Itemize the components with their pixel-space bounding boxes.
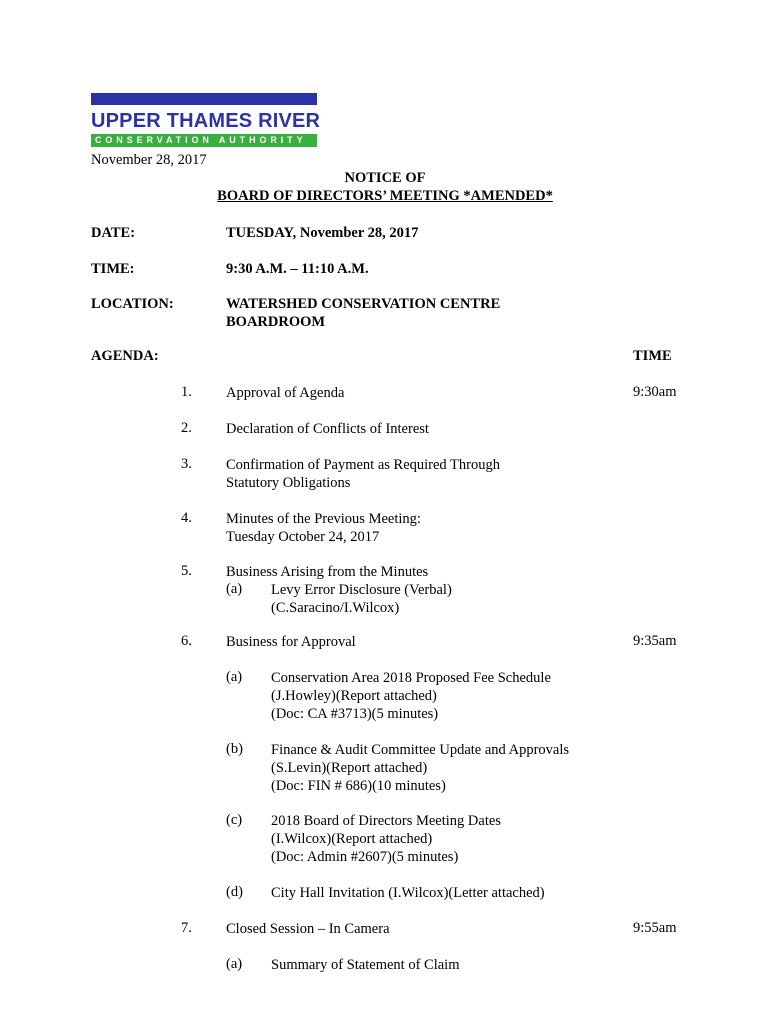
notice-title: NOTICE OF xyxy=(344,170,426,186)
agenda-subitem-line: (C.Saracino/I.Wilcox) xyxy=(271,600,400,616)
agenda-subitem-line: (S.Levin)(Report attached) xyxy=(271,760,428,776)
agenda-subitem-text xyxy=(271,956,459,974)
agenda-item-line: Declaration of Conflicts of Interest xyxy=(226,421,429,437)
agenda-subitem-letter: (a) xyxy=(226,956,243,972)
agenda-item-line: Minutes of the Previous Meeting: xyxy=(226,511,421,527)
agenda-subitem-line: (I.Wilcox)(Report attached) xyxy=(271,831,433,847)
agenda-item-line: Approval of Agenda xyxy=(226,385,345,401)
agenda-subitem-text xyxy=(271,581,452,617)
agenda-item-number: 4. xyxy=(181,510,192,526)
agenda-subitem-line: Finance & Audit Committee Update and Approvals xyxy=(271,742,570,758)
agenda-subitem-line: Summary of Statement of Claim xyxy=(271,957,460,973)
agenda-item-text xyxy=(226,563,428,581)
agenda-subitem-letter: (a) xyxy=(226,581,243,597)
logo-top-bar xyxy=(91,93,317,105)
agenda-subitem-text xyxy=(271,812,501,866)
agenda-subitem-letter: (d) xyxy=(226,884,243,900)
agenda-item-number: 6. xyxy=(181,633,192,649)
agenda-item-time: 9:30am xyxy=(633,384,677,400)
logo-name: UPPER THAMES RIVER xyxy=(91,110,321,132)
agenda-subitem-line: Levy Error Disclosure (Verbal) xyxy=(271,582,452,598)
agenda-subitem-line: (J.Howley)(Report attached) xyxy=(271,688,437,704)
location-value-line2: BOARDROOM xyxy=(226,314,326,330)
agenda-item-text xyxy=(226,384,344,402)
agenda-subitem-line: City Hall Invitation (I.Wilcox)(Letter attached) xyxy=(271,885,545,901)
time-label: TIME: xyxy=(91,261,135,277)
agenda-item-number: 7. xyxy=(181,920,192,936)
agenda-subitem-line: Conservation Area 2018 Proposed Fee Schedule xyxy=(271,670,551,686)
agenda-time-header: TIME xyxy=(633,348,672,364)
logo-tagline: CONSERVATION AUTHORITY xyxy=(91,134,317,147)
agenda-subitem-line: (Doc: Admin #2607)(5 minutes) xyxy=(271,849,459,865)
agenda-label: AGENDA: xyxy=(91,348,159,364)
agenda-item-text xyxy=(226,510,421,546)
agenda-subitem-text xyxy=(271,669,551,723)
agenda-subitem-line: (Doc: CA #3713)(5 minutes) xyxy=(271,706,439,722)
agenda-subitem-line: (Doc: FIN # 686)(10 minutes) xyxy=(271,778,446,794)
date-value: TUESDAY, November 28, 2017 xyxy=(226,225,419,241)
agenda-subitem-text xyxy=(271,741,569,795)
agenda-item-time: 9:55am xyxy=(633,920,677,936)
agenda-item-line: Business for Approval xyxy=(226,634,356,650)
location-value-line1: WATERSHED CONSERVATION CENTRE xyxy=(226,296,501,312)
agenda-subitem-letter: (c) xyxy=(226,812,243,828)
agenda-subitem-letter: (b) xyxy=(226,741,243,757)
agenda-item-line: Confirmation of Payment as Required Through xyxy=(226,457,500,473)
agenda-item-text xyxy=(226,633,356,651)
agenda-subitem-text xyxy=(271,884,545,902)
agenda-item-number: 3. xyxy=(181,456,192,472)
agenda-item-line: Closed Session – In Camera xyxy=(226,921,390,937)
time-value: 9:30 A.M. – 11:10 A.M. xyxy=(226,261,369,277)
agenda-item-time: 9:35am xyxy=(633,633,677,649)
agenda-subitem-letter: (a) xyxy=(226,669,243,685)
agenda-item-text xyxy=(226,920,390,938)
agenda-item-number: 5. xyxy=(181,563,192,579)
date-label: DATE: xyxy=(91,225,136,241)
organization-logo xyxy=(91,93,321,147)
agenda-item-line: Tuesday October 24, 2017 xyxy=(226,529,380,545)
agenda-item-text xyxy=(226,420,429,438)
meeting-title: BOARD OF DIRECTORS’ MEETING *AMENDED* xyxy=(217,188,553,204)
agenda-item-text xyxy=(226,456,500,492)
agenda-item-number: 2. xyxy=(181,420,192,436)
agenda-subitem-line: 2018 Board of Directors Meeting Dates xyxy=(271,813,501,829)
agenda-item-number: 1. xyxy=(181,384,192,400)
agenda-item-line: Business Arising from the Minutes xyxy=(226,564,429,580)
location-label: LOCATION: xyxy=(91,296,174,312)
agenda-item-line: Statutory Obligations xyxy=(226,475,351,491)
document-date: November 28, 2017 xyxy=(91,152,207,168)
